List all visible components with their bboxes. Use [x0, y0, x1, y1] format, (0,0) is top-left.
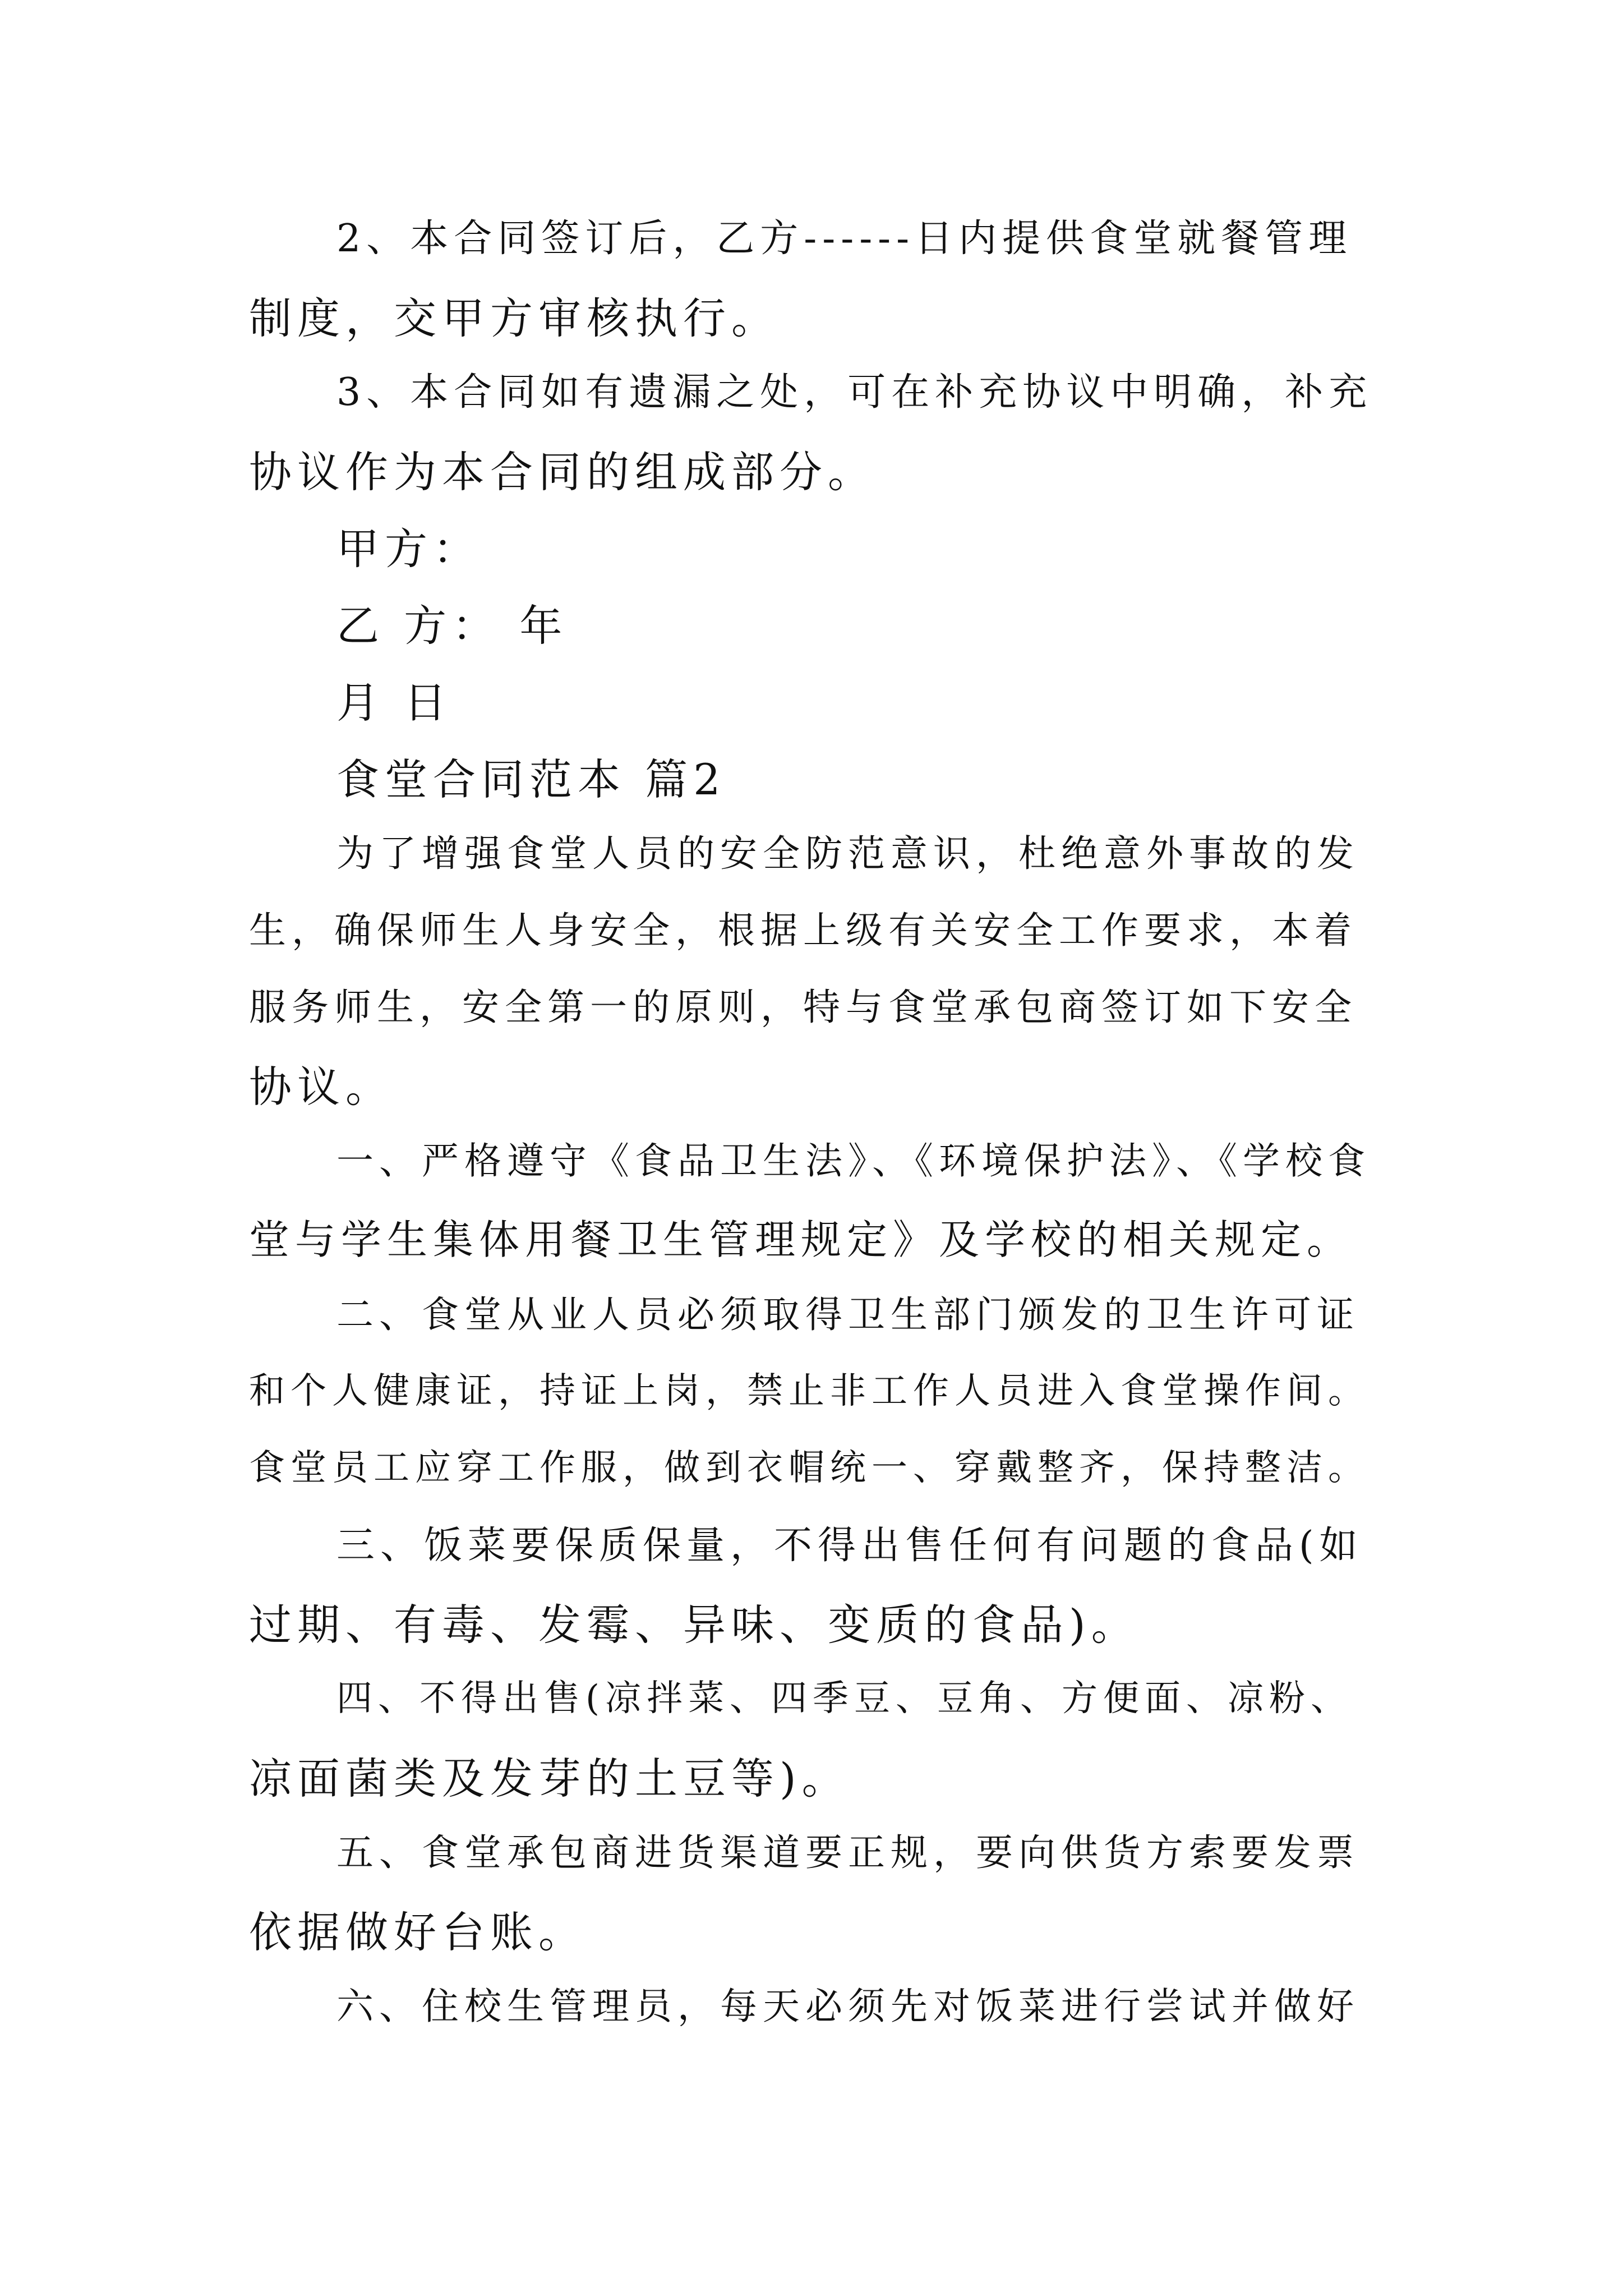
intro-line-3: 服务师生，安全第一的原则，特与食堂承包商签订如下安全 [249, 986, 1357, 1029]
item-3-line-1: 三、饭菜要保质保量，不得出售任何有问题的食品(如 [336, 1524, 1363, 1568]
item-5-line-2: 依据做好台账。 [249, 1907, 587, 1957]
party-a-label: 甲方： [336, 524, 481, 574]
item-2-line-3: 食堂员工应穿工作服，做到衣帽统一、穿戴整齐，保持整洁。 [249, 1447, 1370, 1489]
item-4-line-2: 凉面菌类及发芽的土豆等)。 [249, 1754, 850, 1803]
month-day-label: 月 日 [336, 678, 453, 728]
intro-line-2: 生，确保师生人身安全，根据上级有关安全工作要求，本着 [249, 909, 1357, 952]
item-5-line-1: 五、食堂承包商进货渠道要正规，要向供货方索要发票 [336, 1831, 1359, 1874]
item-1-line-2: 堂与学生集体用餐卫生管理规定》及学校的相关规定。 [249, 1216, 1353, 1263]
item-6-line-1: 六、住校生管理员，每天必须先对饭菜进行尝试并做好 [336, 1985, 1359, 2028]
item-2-line-2: 和个人健康证，持证上岗，禁止非工作人员进入食堂操作间。 [249, 1370, 1370, 1412]
party-b-year-label: 乙 方： 年 [336, 601, 568, 651]
clause-2-line-2: 制度，交甲方审核执行。 [249, 293, 780, 343]
clause-2-line-1: 2、本合同签订后，乙方------日内提供食堂就餐管理 [336, 217, 1353, 261]
item-3-line-2: 过期、有毒、发霉、异味、变质的食品)。 [249, 1600, 1140, 1650]
item-1-line-1: 一、严格遵守《食品卫生法》、《环境保护法》、《学校食 [336, 1139, 1371, 1182]
item-4-line-1: 四、不得出售(凉拌菜、四季豆、豆角、方便面、凉粉、 [336, 1678, 1352, 1719]
intro-line-4: 协议。 [249, 1062, 394, 1112]
clause-3-line-2: 协议作为本合同的组成部分。 [249, 447, 876, 497]
intro-line-1: 为了增强食堂人员的安全防范意识，杜绝意外事故的发 [336, 832, 1359, 875]
item-2-line-1: 二、食堂从业人员必须取得卫生部门颁发的卫生许可证 [336, 1293, 1359, 1336]
clause-3-line-1: 3、本合同如有遗漏之处，可在补充协议中明确，补充 [336, 370, 1373, 415]
section-heading: 食堂合同范本 篇2 [336, 754, 726, 804]
